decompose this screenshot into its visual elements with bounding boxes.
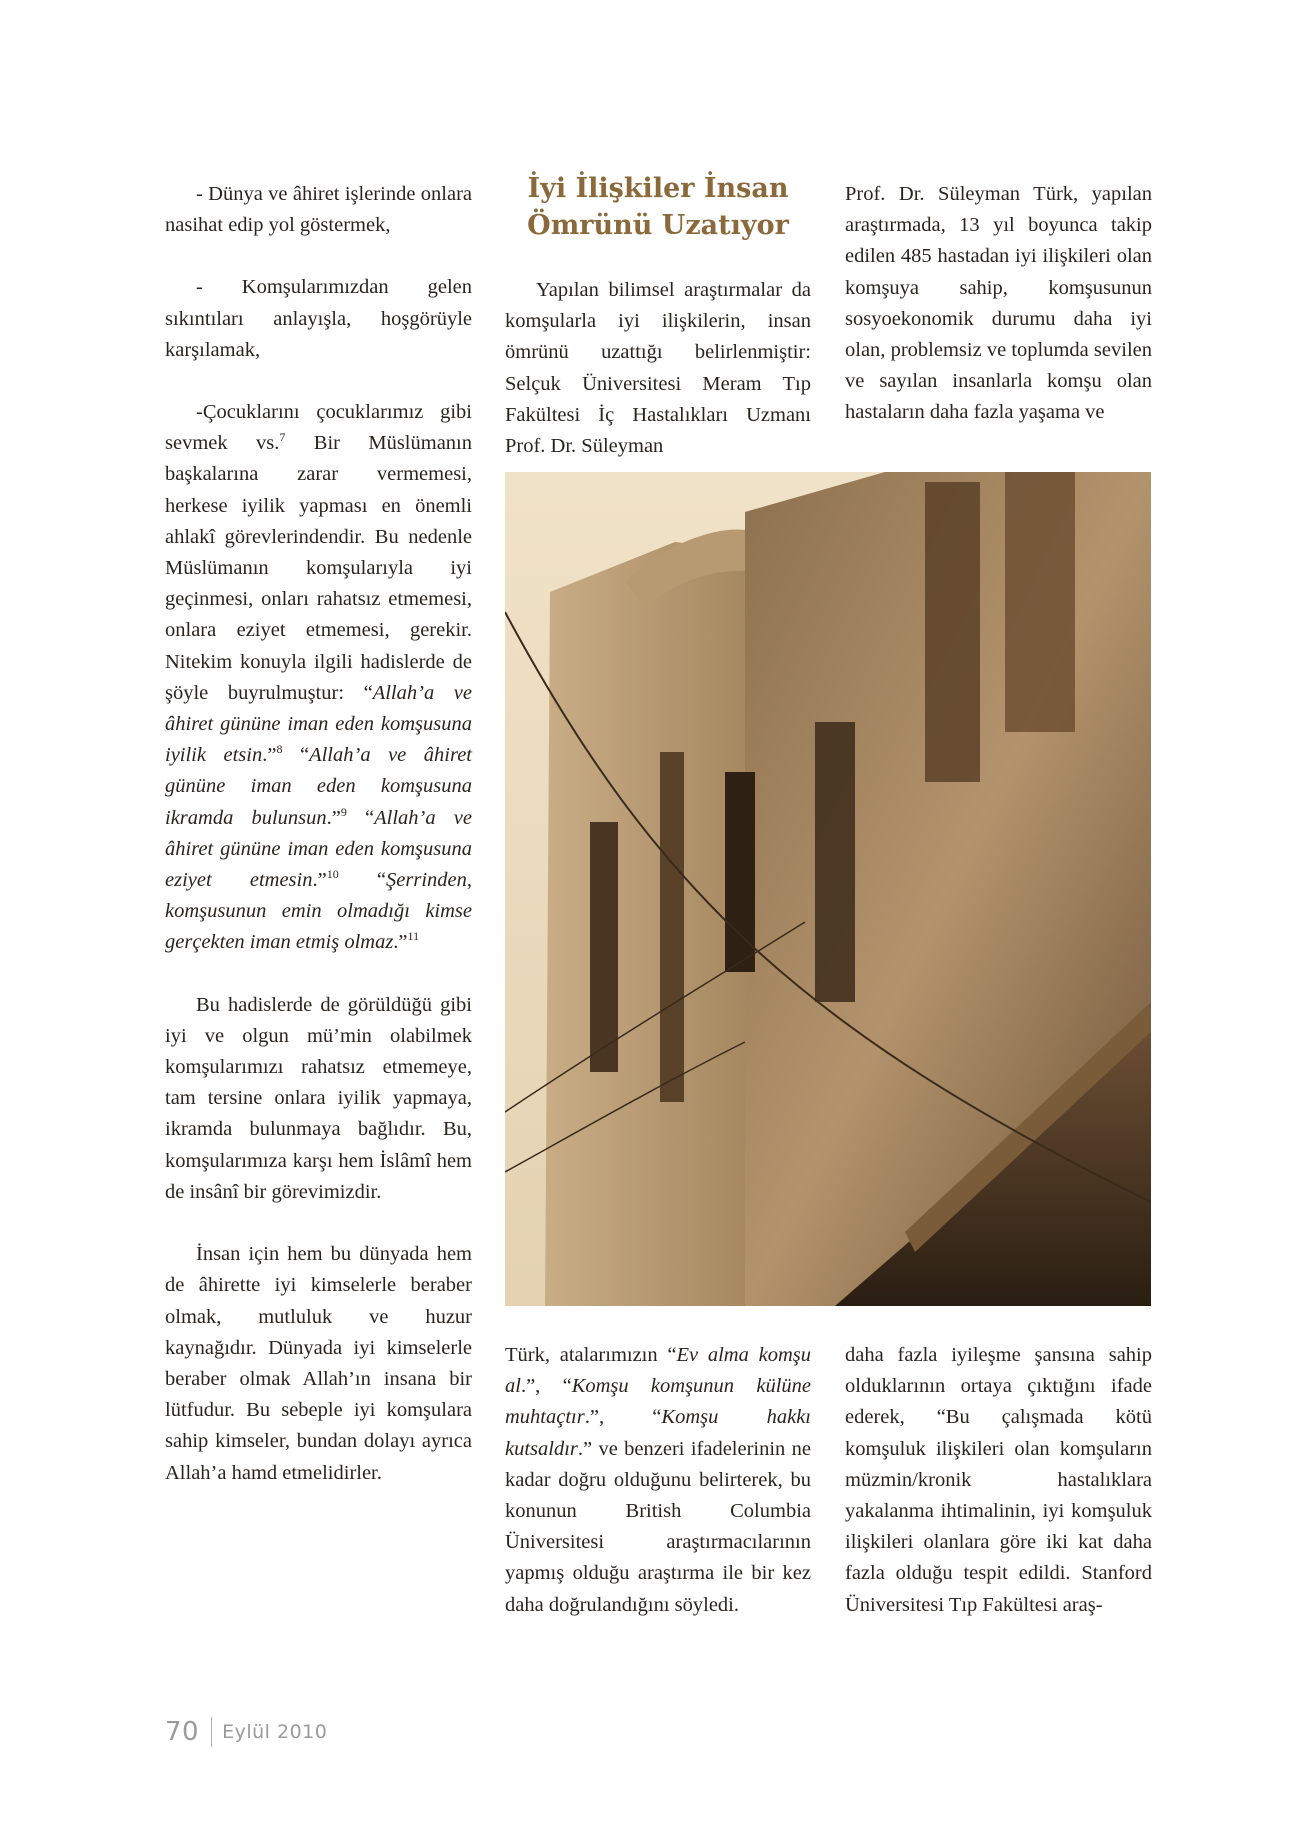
paragraph-mature-believer: Bu hadislerde de görüldüğü gibi iyi ve olgun mü’min olabilmek komşularımızı rahatsız etmemeye, tam tersine onlara iyilik yapmaya, ikramda bulunmaya bağlıdır. Bu, komşularımıza karşı hem İslâmî hem de insânî bir görevimizdir. bbox=[165, 993, 472, 1203]
right-column-top bbox=[845, 179, 1152, 429]
proverb-3: Komşu hakkı kutsaldır bbox=[505, 1406, 811, 1460]
article-heading: İyi İlişkiler İnsan Ömrünü Uzatıyor bbox=[527, 173, 789, 241]
issue-date: Eylül 2010 bbox=[222, 1721, 328, 1743]
footnote-ref-10: 10 bbox=[326, 867, 339, 882]
hadith-quote-3: Allah’a ve âhiret gününe iman eden komşusuna eziyet etmesin bbox=[165, 806, 472, 892]
footnote-ref-11: 11 bbox=[407, 929, 420, 944]
right-column-bottom bbox=[845, 1340, 1152, 1621]
sepia-photo-old-houses bbox=[505, 472, 1151, 1306]
middle-column-bottom bbox=[505, 1340, 811, 1621]
proverb-2: Komşu komşunun külüne muhtaçtır bbox=[505, 1375, 811, 1429]
paragraph-tolerance: - Komşularımızdan gelen sıkıntıları anlayışla, hoşgörüyle karşılamak, bbox=[165, 276, 472, 361]
paragraph-research-intro: Yapılan bilimsel araştırmalar da komşularla iyi ilişkilerin, insan ömrünü uzattığı belirlenmiştir: Selçuk Üniversitesi Meram Tıp Fakültesi İç Hastalıkları Uzmanı Prof. Dr. Süleyman bbox=[505, 279, 811, 458]
middle-column-top bbox=[505, 275, 811, 462]
page-number: 70 bbox=[165, 1717, 200, 1747]
hadith-quote-2: Allah’a ve âhiret gününe iman eden komşusuna ikramda bulunsun bbox=[165, 744, 472, 829]
footnote-ref-7: 7 bbox=[279, 430, 286, 445]
paragraph-study-results: daha fazla iyileşme şansına sahip olduklarının ortaya çıktığını ifade ederek, “Bu çalışmada kötü komşuluk ilişkileri olan komşuların müzmin/kronik hastalıklara yakalanma ihtimalinin, iyi komşuluk ilişkileri olanlara göre iki kat daha fazla olduğu tespit edildi. Stanford Üniversitesi Tıp Fakültesi araş- bbox=[845, 1344, 1152, 1616]
hadith-quote-4: Şerrinden, komşusunun emin olmadığı kimse gerçekten iman etmiş olmaz bbox=[165, 869, 472, 954]
paragraph-good-company: İnsan için hem bu dünyada hem de âhirette iyi kimselerle beraber olmak, mutluluk ve huzur kaynağıdır. Dünyada iyi kimselerle beraber olmak Allah’ın insana bir lütfudur. Bu sebeple iyi komşulara sahip kimseler, bundan dolayı ayrıca Allah’a hamd etmelidirler. bbox=[165, 1243, 472, 1484]
hadith-quote-1: Allah’a ve âhiret gününe iman eden komşusuna iyilik etsin bbox=[165, 681, 472, 767]
proverb-1: Ev alma komşu al bbox=[505, 1344, 811, 1398]
page-footer bbox=[165, 1715, 327, 1749]
paragraph-advice: - Dünya ve âhiret işlerinde onlara nasihat edip yol göstermek, bbox=[165, 183, 472, 237]
left-column bbox=[165, 179, 472, 1489]
paragraph-hadith: -Çocuklarını çocuklarımız gibi sevmek vs.$^7$ Bir Müslümanın başkalarına zarar vermemesi, herkese iyilik yapması en önemli ahlakî görevlerindendir. Bu nedenle Müslümanın komşularıyla iyi geçinmesi, onları rahatsız etmemesi, onlara eziyet etmemesi, gerekir. Nitekim konuyla ilgili hadislerde de şöyle buyrulmuştur: “Allah’a ve âhiret gününe iman eden komşusuna iyilik etsin.”$^8$ “Allah’a ve âhiret gününe iman eden komşusuna ikramda bulunsun.”$^9$ “Allah’a ve âhiret gününe iman eden komşusuna eziyet etmesin.”$^{10}$ “Şerrinden, komşusunun emin olmadığı kimse gerçekten iman etmiş olmaz.”$^{11}$ bbox=[165, 401, 472, 954]
footer-divider bbox=[211, 1717, 212, 1747]
paragraph-research-findings: Prof. Dr. Süleyman Türk, yapılan araştırmada, 13 yıl boyunca takip edilen 485 hastadan iyi ilişkileri olan komşuya sahip, komşusunun sosyoekonomik durumu daha iyi olan, problemsiz ve toplumda sevilen ve sayılan insanlarla komşu olan hastaların daha fazla yaşama ve bbox=[845, 183, 1152, 424]
paragraph-proverbs: Türk, atalarımızın “Ev alma komşu al.”, “Komşu komşunun külüne muhtaçtır.”, “Komşu hakkı kutsaldır.” ve benzeri ifadelerinin ne kadar doğru olduğunu belirterek, bu konunun British Columbia Üniversitesi araştırmacılarının yapmış olduğu araştırma ile bir kez daha doğrulandığını söyledi. bbox=[505, 1344, 811, 1616]
footnote-ref-8: 8 bbox=[276, 742, 283, 757]
footnote-ref-9: 9 bbox=[340, 804, 347, 819]
